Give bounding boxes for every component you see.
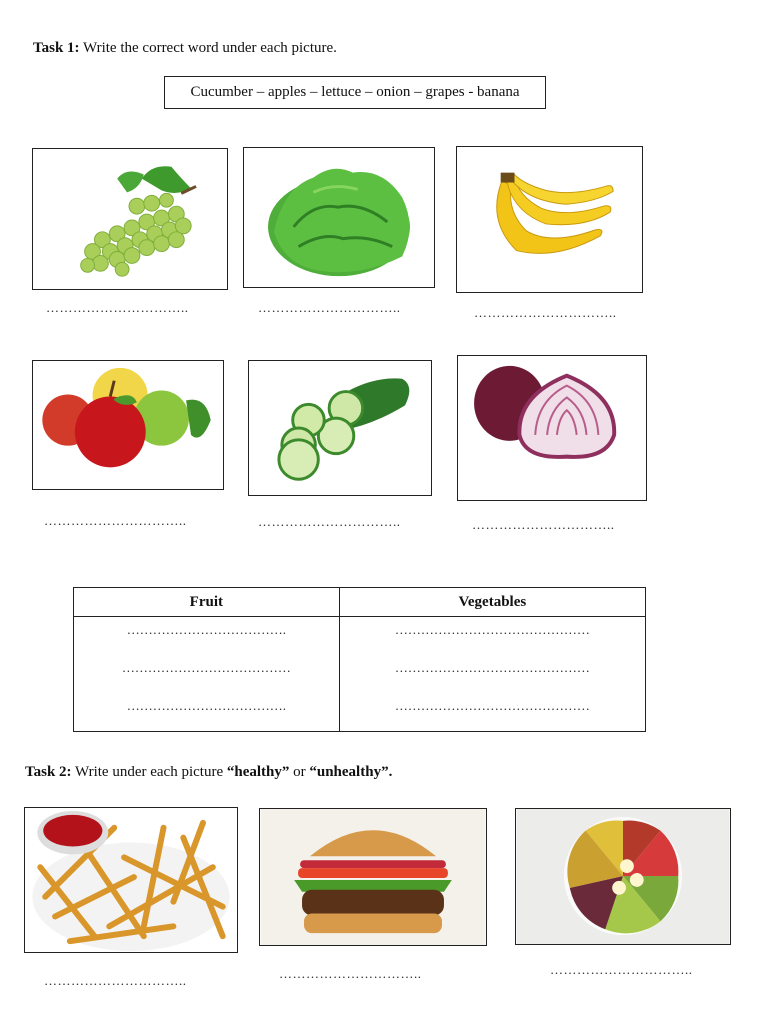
lettuce-image [243,147,435,288]
answer-blank-banana[interactable]: ………………………….. [474,305,617,320]
fruit-blank[interactable]: ………………………………. [126,698,286,713]
task1-instruction: Write the correct word under each picture. [79,40,337,56]
answer-blank-apples[interactable]: ………………………….. [44,513,187,528]
or-word: or [289,764,310,780]
salad-image [515,808,731,945]
vegetable-blank[interactable]: ……………………………………… [394,698,590,713]
vegetables-column-header: Vegetables [339,588,645,617]
answer-blank-lettuce[interactable]: ………………………….. [258,300,401,315]
answer-blank-cucumber[interactable]: ………………………….. [258,514,401,529]
fruit-blank[interactable]: ………………………………. [126,622,286,637]
grapes-image [32,148,228,290]
fruit-column [74,617,340,732]
answer-blank-burger[interactable]: ………………………….. [279,966,422,981]
answer-blank-salad[interactable]: ………………………….. [550,962,693,977]
vegetable-blank[interactable]: ……………………………………… [394,622,590,637]
healthy-word: “healthy” [226,764,290,780]
cucumber-image [248,360,432,496]
task2-label: Task 2: [25,764,72,780]
answer-blank-fries[interactable]: ………………………….. [44,973,187,988]
word-bank: Cucumber – apples – lettuce – onion – grapes - banana [164,76,546,109]
unhealthy-word: “unhealthy”. [309,764,393,780]
onion-image [457,355,647,501]
burger-image [259,808,487,946]
fruit-blank[interactable]: ………………………………… [121,660,291,675]
answer-blank-grapes[interactable]: ………………………….. [46,300,189,315]
task2-heading [25,764,392,781]
vegetable-blank[interactable]: ……………………………………… [394,660,590,675]
banana-image [456,146,643,293]
task1-label: Task 1: [33,40,80,56]
answer-blank-onion[interactable]: ………………………….. [472,517,615,532]
fruit-vegetables-table [73,587,646,732]
task2-instruction: Write under each picture [71,764,227,780]
apples-image [32,360,224,490]
fruit-column-header: Fruit [74,588,340,617]
fries-image [24,807,238,953]
vegetables-column [339,617,645,732]
task1-heading [33,40,337,57]
